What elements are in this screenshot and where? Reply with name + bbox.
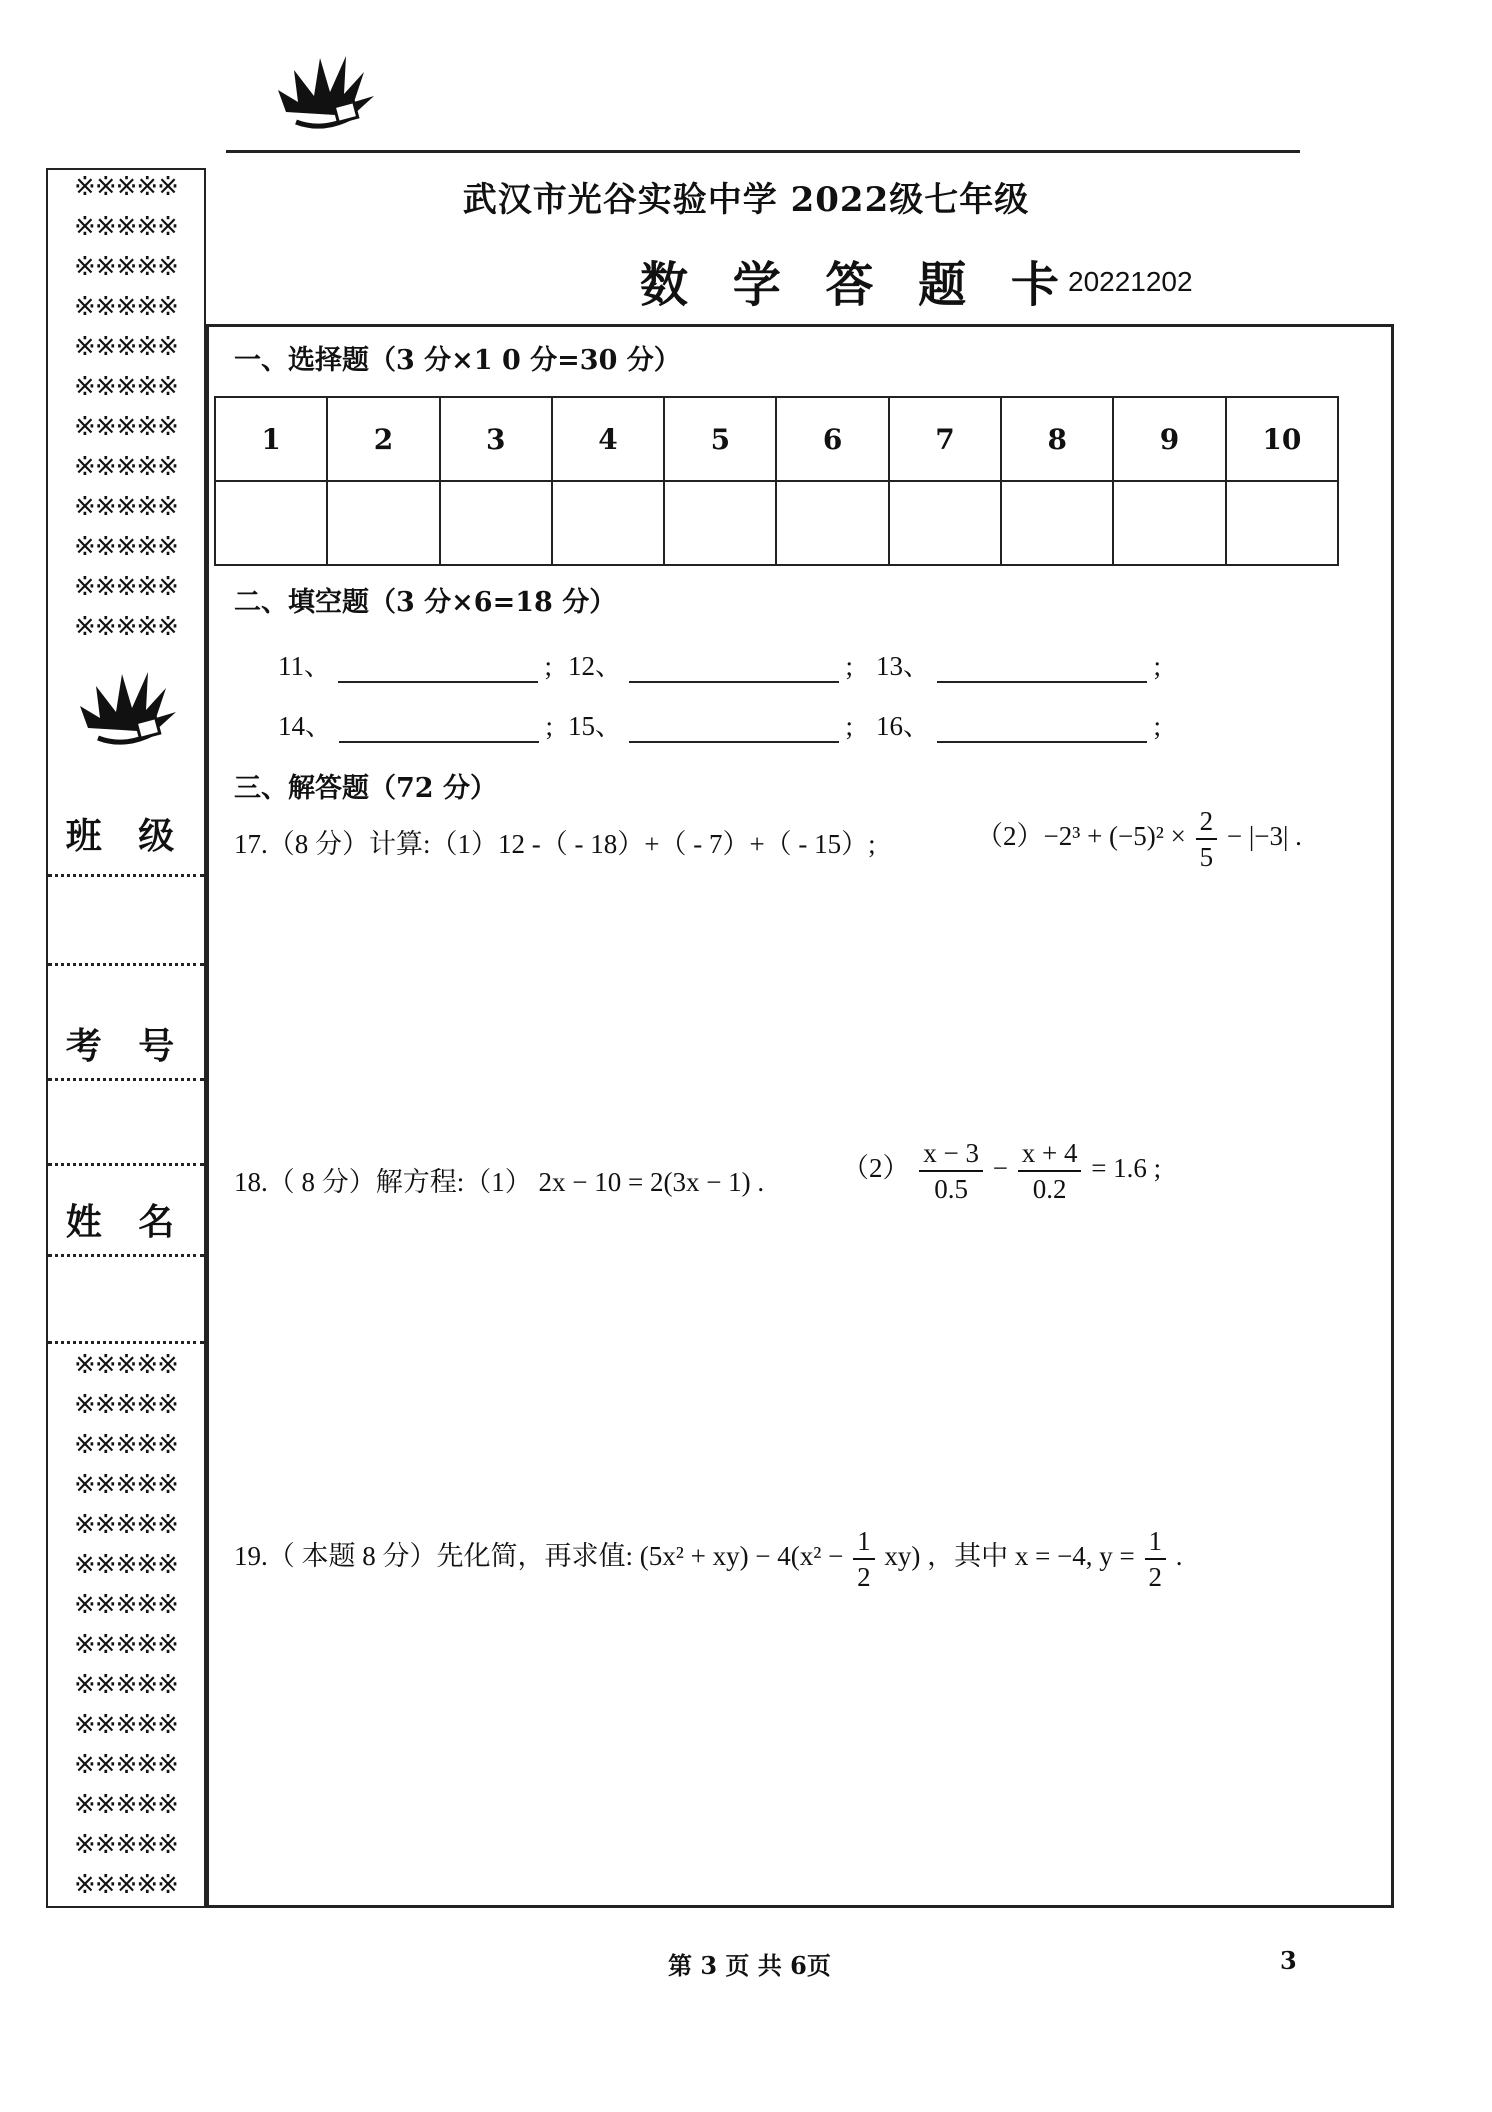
question-17-part2	[976, 804, 1302, 874]
blank-line[interactable]	[339, 715, 539, 743]
pattern-row: ※※※※※	[74, 1710, 178, 1740]
choice-answer-cell[interactable]	[440, 481, 552, 565]
pattern-row: ※※※※※	[74, 1550, 178, 1580]
blank-sep: ;	[544, 651, 553, 681]
choice-number: 7	[889, 397, 1001, 481]
blank-sep: ;	[1153, 651, 1162, 681]
pattern-row: ※※※※※	[74, 1390, 178, 1420]
choice-number: 9	[1113, 397, 1225, 481]
q18-f2-num: x + 4	[1018, 1136, 1082, 1172]
choice-number: 5	[664, 397, 776, 481]
blank-sep: ;	[1153, 711, 1162, 741]
q19-y-den: 2	[1148, 1562, 1163, 1592]
q19-frac-num: 1	[853, 1524, 875, 1560]
pattern-row: ※※※※※	[74, 1870, 178, 1900]
pattern-row: ※※※※※	[74, 1510, 178, 1540]
side-strip	[46, 168, 206, 1908]
exam-no-field[interactable]	[48, 1078, 204, 1166]
choice-answer-cell[interactable]	[1113, 481, 1225, 565]
q17-frac-num: 2	[1196, 804, 1218, 840]
blank-number: 16、	[876, 711, 930, 741]
blank-sep: ;	[845, 651, 854, 681]
q19-end: .	[1175, 1541, 1183, 1572]
choice-answer-cell[interactable]	[215, 481, 327, 565]
choice-answer-cell[interactable]	[1226, 481, 1338, 565]
pattern-row: ※※※※※	[74, 172, 178, 202]
blank-number: 11、	[278, 651, 331, 681]
q18-f1-den: 0.5	[934, 1174, 968, 1204]
question-19	[234, 1524, 1183, 1594]
q19-fraction	[853, 1524, 875, 1594]
blank-line[interactable]	[629, 715, 839, 743]
blank-line[interactable]	[937, 655, 1147, 683]
choice-number: 6	[776, 397, 888, 481]
q18-fraction-2	[1018, 1136, 1082, 1206]
q19-y-num: 1	[1145, 1524, 1167, 1560]
section3-title: 三、解答题（72 分）	[234, 773, 497, 804]
choice-answer-cell[interactable]	[552, 481, 664, 565]
pattern-row: ※※※※※	[74, 532, 178, 562]
choice-number: 4	[552, 397, 664, 481]
q18-part2-prefix: （2）	[842, 1153, 910, 1184]
pattern-row: ※※※※※	[74, 1790, 178, 1820]
q17-fraction	[1196, 804, 1218, 874]
q17-frac-den: 5	[1199, 842, 1214, 872]
pattern-row: ※※※※※	[74, 1430, 178, 1460]
q18-f2-den: 0.2	[1032, 1174, 1067, 1204]
q17-part2-suffix: − |−3| .	[1226, 821, 1302, 852]
choice-answer-cell[interactable]	[664, 481, 776, 565]
q17-part2-prefix: （2）−2³ + (−5)² ×	[976, 821, 1186, 852]
q17-answer-area[interactable]	[230, 880, 1380, 1150]
class-field[interactable]	[48, 874, 204, 966]
choice-answer-cell[interactable]	[1001, 481, 1113, 565]
header-rule	[226, 150, 1300, 153]
choice-number: 2	[327, 397, 439, 481]
q19-mid: xy) ，其中 x = −4, y =	[884, 1541, 1135, 1572]
blank-number: 14、	[278, 711, 332, 741]
blank-item-16	[876, 704, 1161, 743]
name-field[interactable]	[48, 1254, 204, 1344]
section2-title: 二、填空题（3 分×6=18 分）	[234, 587, 617, 618]
choice-number: 10	[1226, 397, 1338, 481]
q18-part2-suffix: = 1.6 ;	[1091, 1153, 1162, 1184]
choice-answer-table	[214, 396, 1339, 566]
pattern-row: ※※※※※	[74, 572, 178, 602]
blank-number: 15、	[568, 711, 622, 741]
blank-item-11	[278, 644, 552, 683]
q18-answer-area[interactable]	[230, 1230, 1380, 1510]
q19-prefix: 19.（ 本题 8 分）先化简，再求值: (5x² + xy) − 4(x² −	[234, 1541, 844, 1572]
question-17-part1: 17.（8 分）计算:（1）12 -（ - 18）+（ - 7）+（ - 15）;	[234, 829, 876, 859]
blank-number: 12、	[568, 651, 622, 681]
q19-y-fraction	[1145, 1524, 1167, 1594]
name-label: 姓 名	[65, 1201, 187, 1243]
pattern-row: ※※※※※	[74, 332, 178, 362]
blank-sep: ;	[845, 711, 854, 741]
blank-item-14	[278, 704, 553, 743]
pattern-row: ※※※※※	[74, 1670, 178, 1700]
pattern-row: ※※※※※	[74, 492, 178, 522]
blank-number: 13、	[876, 651, 930, 681]
choice-number: 1	[215, 397, 327, 481]
school-logo-icon	[78, 668, 178, 752]
blank-item-12	[568, 644, 853, 683]
blank-line[interactable]	[629, 655, 839, 683]
question-18-part1: 18.（ 8 分）解方程:（1） 2x − 10 = 2(3x − 1) .	[234, 1167, 765, 1197]
pattern-row: ※※※※※	[74, 292, 178, 322]
blank-line[interactable]	[338, 655, 538, 683]
date-code: 20221202	[1068, 266, 1193, 297]
choice-number: 3	[440, 397, 552, 481]
card-title: 数 学 答 题 卡	[640, 257, 1073, 313]
pattern-row: ※※※※※	[74, 1630, 178, 1660]
choice-answer-cell[interactable]	[889, 481, 1001, 565]
choice-answer-cell[interactable]	[776, 481, 888, 565]
school-title: 武汉市光谷实验中学 2022级七年级	[462, 180, 1030, 220]
blank-item-13	[876, 644, 1161, 683]
pattern-row: ※※※※※	[74, 1830, 178, 1860]
blank-sep: ;	[545, 711, 554, 741]
page-number: 3	[1280, 1946, 1297, 1975]
q19-frac-den: 2	[857, 1562, 871, 1592]
q18-f1-num: x − 3	[919, 1136, 983, 1172]
exam-no-label: 考 号	[65, 1025, 187, 1067]
school-logo-icon	[276, 52, 376, 136]
pattern-row: ※※※※※	[74, 452, 178, 482]
q18-minus: −	[992, 1153, 1008, 1184]
blank-item-15	[568, 704, 853, 743]
pattern-row: ※※※※※	[74, 1590, 178, 1620]
pattern-row: ※※※※※	[74, 612, 178, 642]
pattern-row: ※※※※※	[74, 252, 178, 282]
q19-answer-area[interactable]	[230, 1610, 1380, 1890]
pattern-row: ※※※※※	[74, 1470, 178, 1500]
choice-number: 8	[1001, 397, 1113, 481]
question-18-part2	[842, 1136, 1161, 1206]
pattern-row: ※※※※※	[74, 1750, 178, 1780]
page-indicator: 第 3 页 共 6页	[668, 1951, 831, 1980]
pattern-row: ※※※※※	[74, 372, 178, 402]
class-label: 班 级	[65, 815, 187, 857]
pattern-row: ※※※※※	[74, 1350, 178, 1380]
choice-answer-cell[interactable]	[327, 481, 439, 565]
q18-fraction-1	[919, 1136, 983, 1206]
blank-line[interactable]	[937, 715, 1147, 743]
section1-title: 一、选择题（3 分×1 0 分=30 分）	[234, 345, 681, 376]
pattern-row: ※※※※※	[74, 412, 178, 442]
pattern-row: ※※※※※	[74, 212, 178, 242]
